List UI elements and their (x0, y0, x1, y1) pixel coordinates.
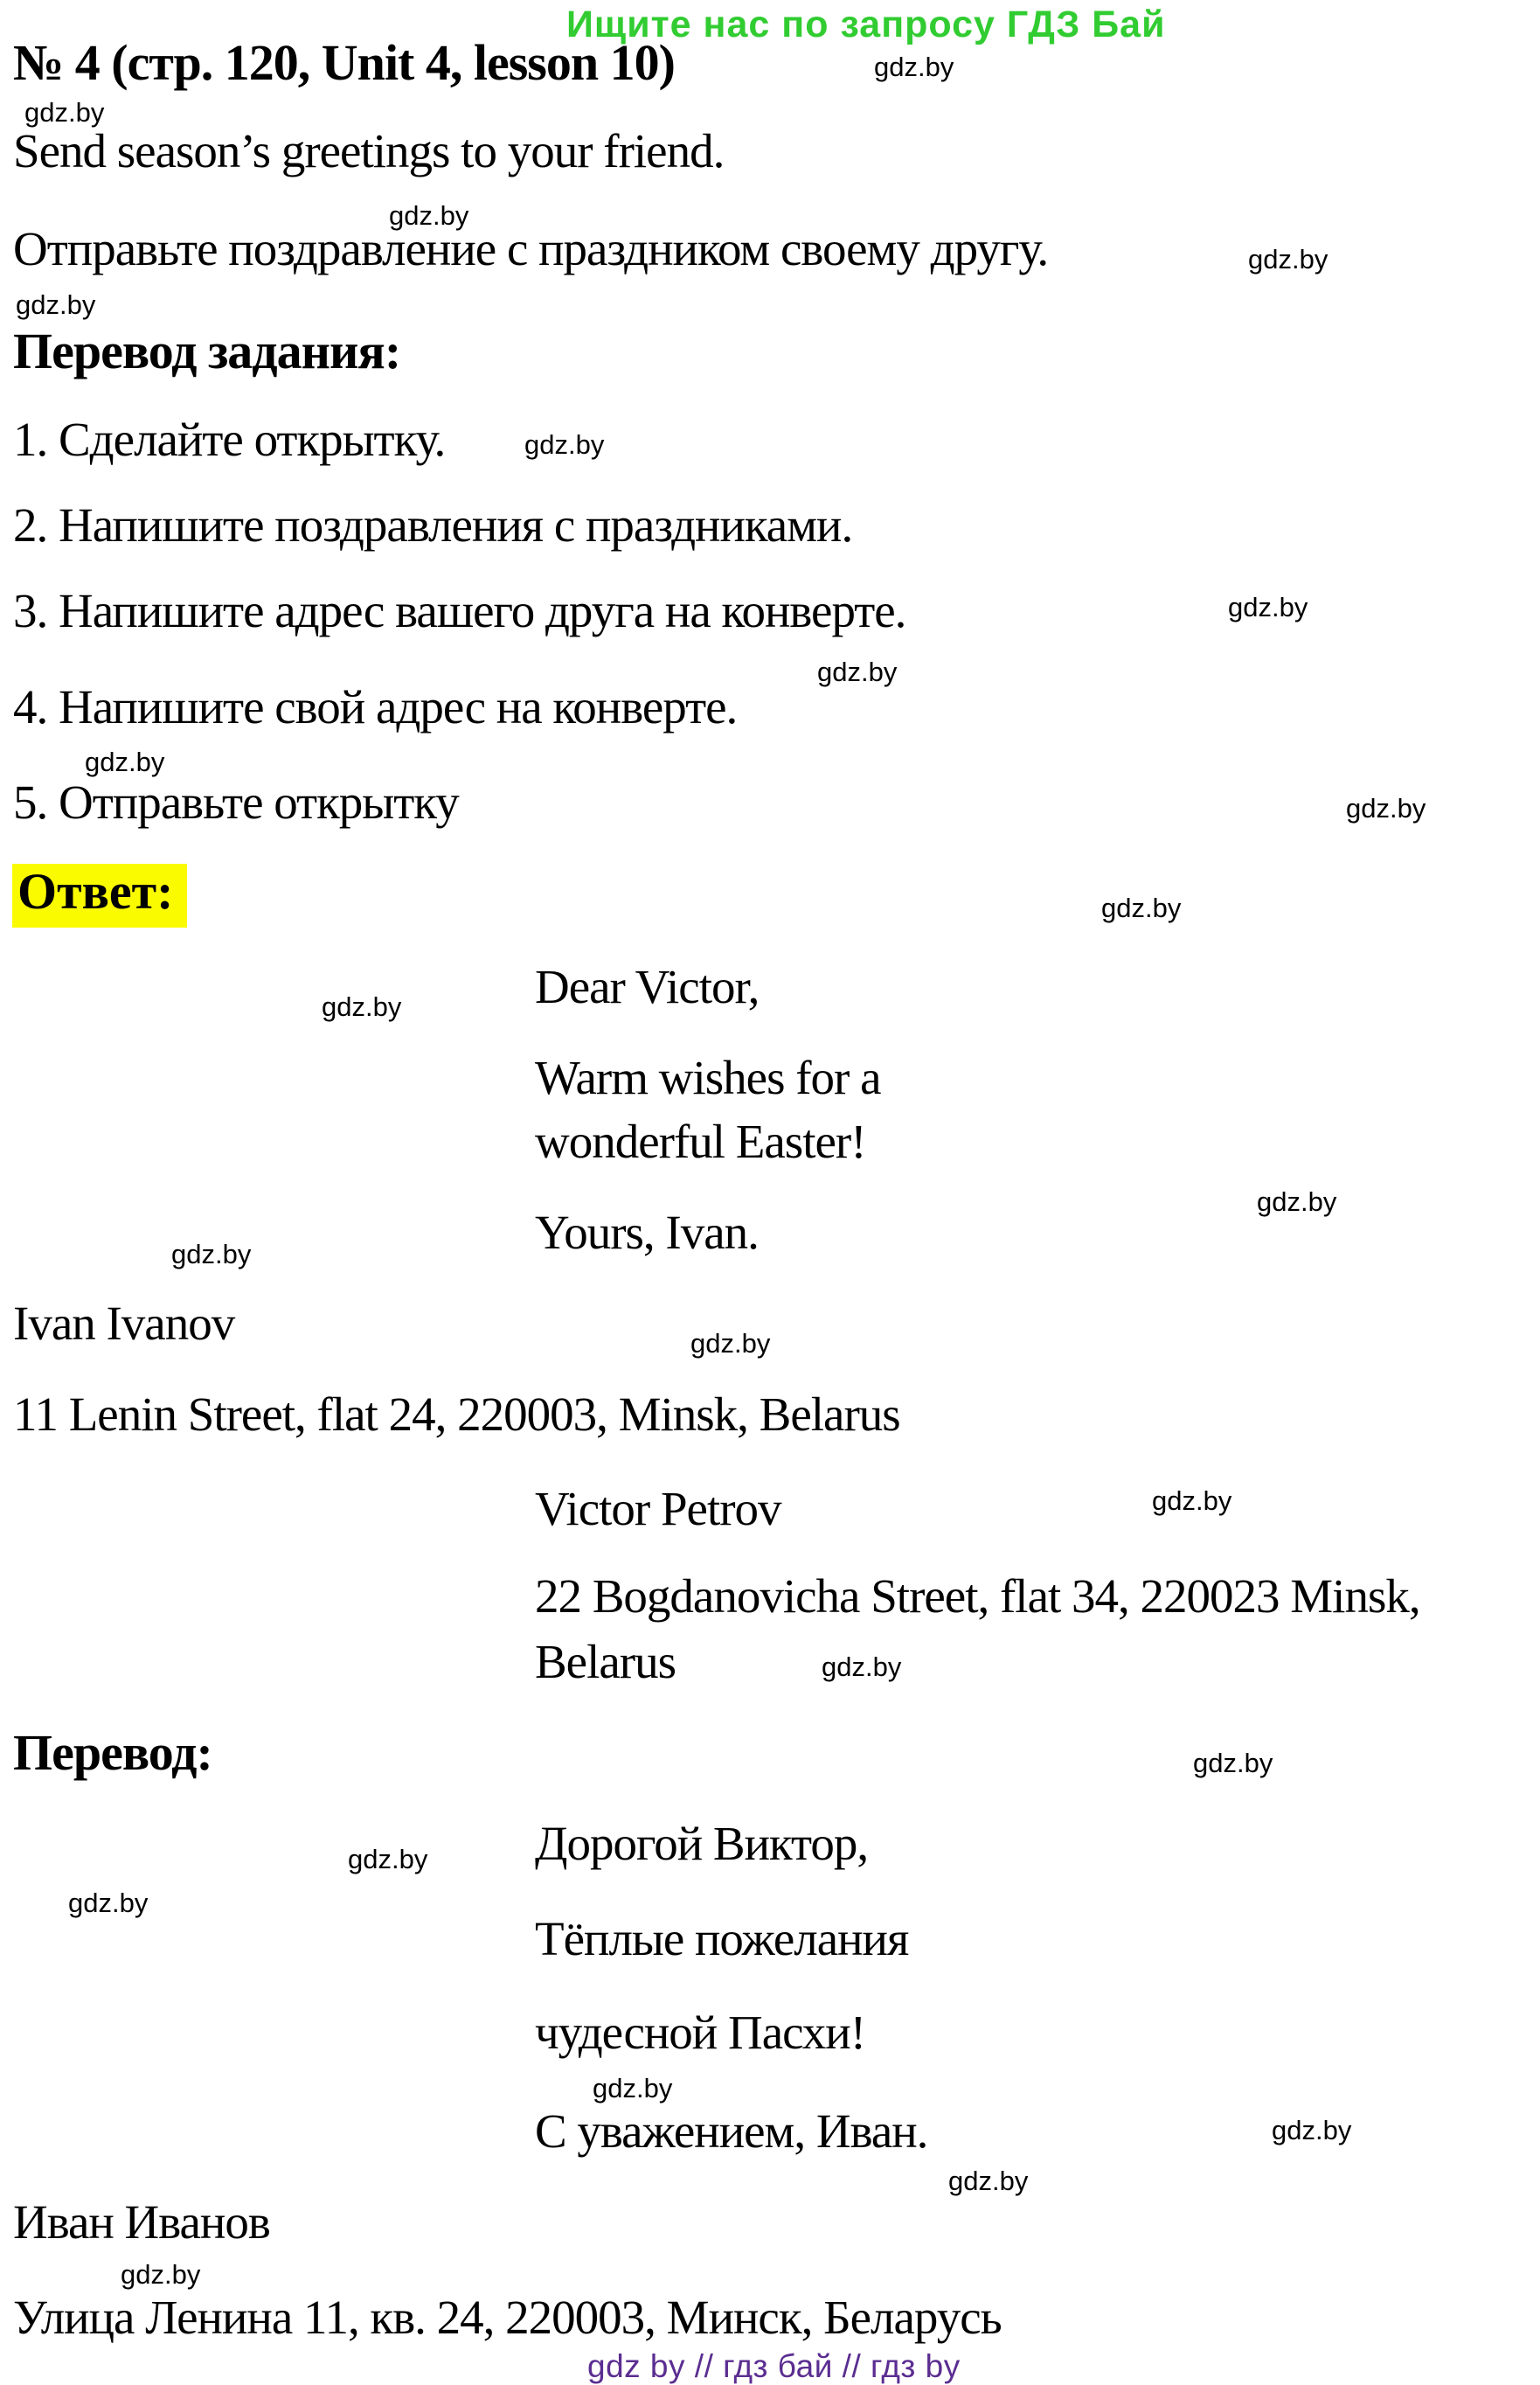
watermark: gdz.by (1248, 244, 1328, 275)
task-text-ru: Отправьте поздравление с праздником своему другу. (13, 222, 1049, 275)
watermark: gdz.by (348, 1844, 428, 1874)
watermark: gdz.by (85, 747, 165, 777)
recipient-name-en: Victor Petrov (535, 1482, 781, 1535)
task-step-4: 4. Напишите свой адрес на конверте. (13, 680, 738, 734)
watermark: gdz.by (817, 657, 898, 687)
letter-en-body-line-1: Warm wishes for a (535, 1051, 881, 1104)
watermark: gdz.by (1101, 893, 1182, 923)
letter-ru-salutation: Дорогой Виктор, (535, 1817, 869, 1870)
watermark: gdz.by (24, 97, 105, 128)
task-translation-heading: Перевод задания: (13, 323, 401, 379)
letter-ru-signoff: С уважением, Иван. (535, 2104, 928, 2158)
letter-ru-body-line-2: чудесной Пасхи! (535, 2006, 866, 2059)
sender-address-ru: Улица Ленина 11, кв. 24, 220003, Минск, Беларусь (13, 2291, 1002, 2344)
watermark: gdz.by (874, 52, 954, 82)
watermark: gdz.by (690, 1328, 771, 1359)
letter-ru-body-line-1: Тёплые пожелания (535, 1912, 909, 1965)
watermark: gdz.by (593, 2073, 673, 2103)
letter-en-signoff: Yours, Ivan. (535, 1206, 759, 1259)
recipient-address-line-1: 22 Bogdanovicha Street, flat 34, 220023 Minsk, (535, 1569, 1420, 1623)
watermark: gdz.by (1272, 2115, 1352, 2145)
promo-banner: Ищите нас по запросу ГДЗ Бай (566, 3, 1166, 45)
task-step-3: 3. Напишите адрес вашего друга на конверте. (13, 584, 906, 637)
watermark: gdz.by (1257, 1186, 1337, 1217)
letter-en-body-line-2: wonderful Easter! (535, 1115, 866, 1168)
watermark: gdz.by (171, 1239, 252, 1269)
watermark: gdz.by (1228, 592, 1308, 622)
watermark: gdz.by (322, 991, 402, 1022)
watermark: gdz.by (68, 1888, 149, 1918)
letter-en-salutation: Dear Victor, (535, 960, 760, 1013)
task-step-1: 1. Сделайте открытку. (13, 413, 446, 466)
watermark: gdz.by (822, 1651, 902, 1682)
watermark: gdz.by (1346, 793, 1426, 824)
watermark: gdz.by (16, 289, 96, 320)
task-step-5: 5. Отправьте открытку (13, 775, 459, 829)
task-title: № 4 (стр. 120, Unit 4, lesson 10) (13, 34, 675, 91)
sender-name-en: Ivan Ivanov (13, 1297, 235, 1350)
sender-name-ru: Иван Иванов (13, 2195, 270, 2249)
footer-links: gdz by // гдз бай // гдз by (587, 2348, 961, 2384)
answer-heading: Ответ: (12, 864, 187, 928)
watermark: gdz.by (121, 2259, 201, 2290)
watermark: gdz.by (389, 200, 469, 231)
watermark: gdz.by (1193, 1748, 1273, 1778)
task-step-2: 2. Напишите поздравления с праздниками. (13, 498, 853, 552)
watermark: gdz.by (524, 429, 605, 460)
watermark: gdz.by (1152, 1485, 1232, 1516)
translation-heading: Перевод: (13, 1724, 212, 1781)
recipient-address-line-2: Belarus (535, 1635, 676, 1688)
sender-address-en: 11 Lenin Street, flat 24, 220003, Minsk, Belarus (13, 1387, 900, 1441)
task-text-en: Send season’s greetings to your friend. (13, 124, 725, 177)
watermark: gdz.by (948, 2166, 1029, 2196)
